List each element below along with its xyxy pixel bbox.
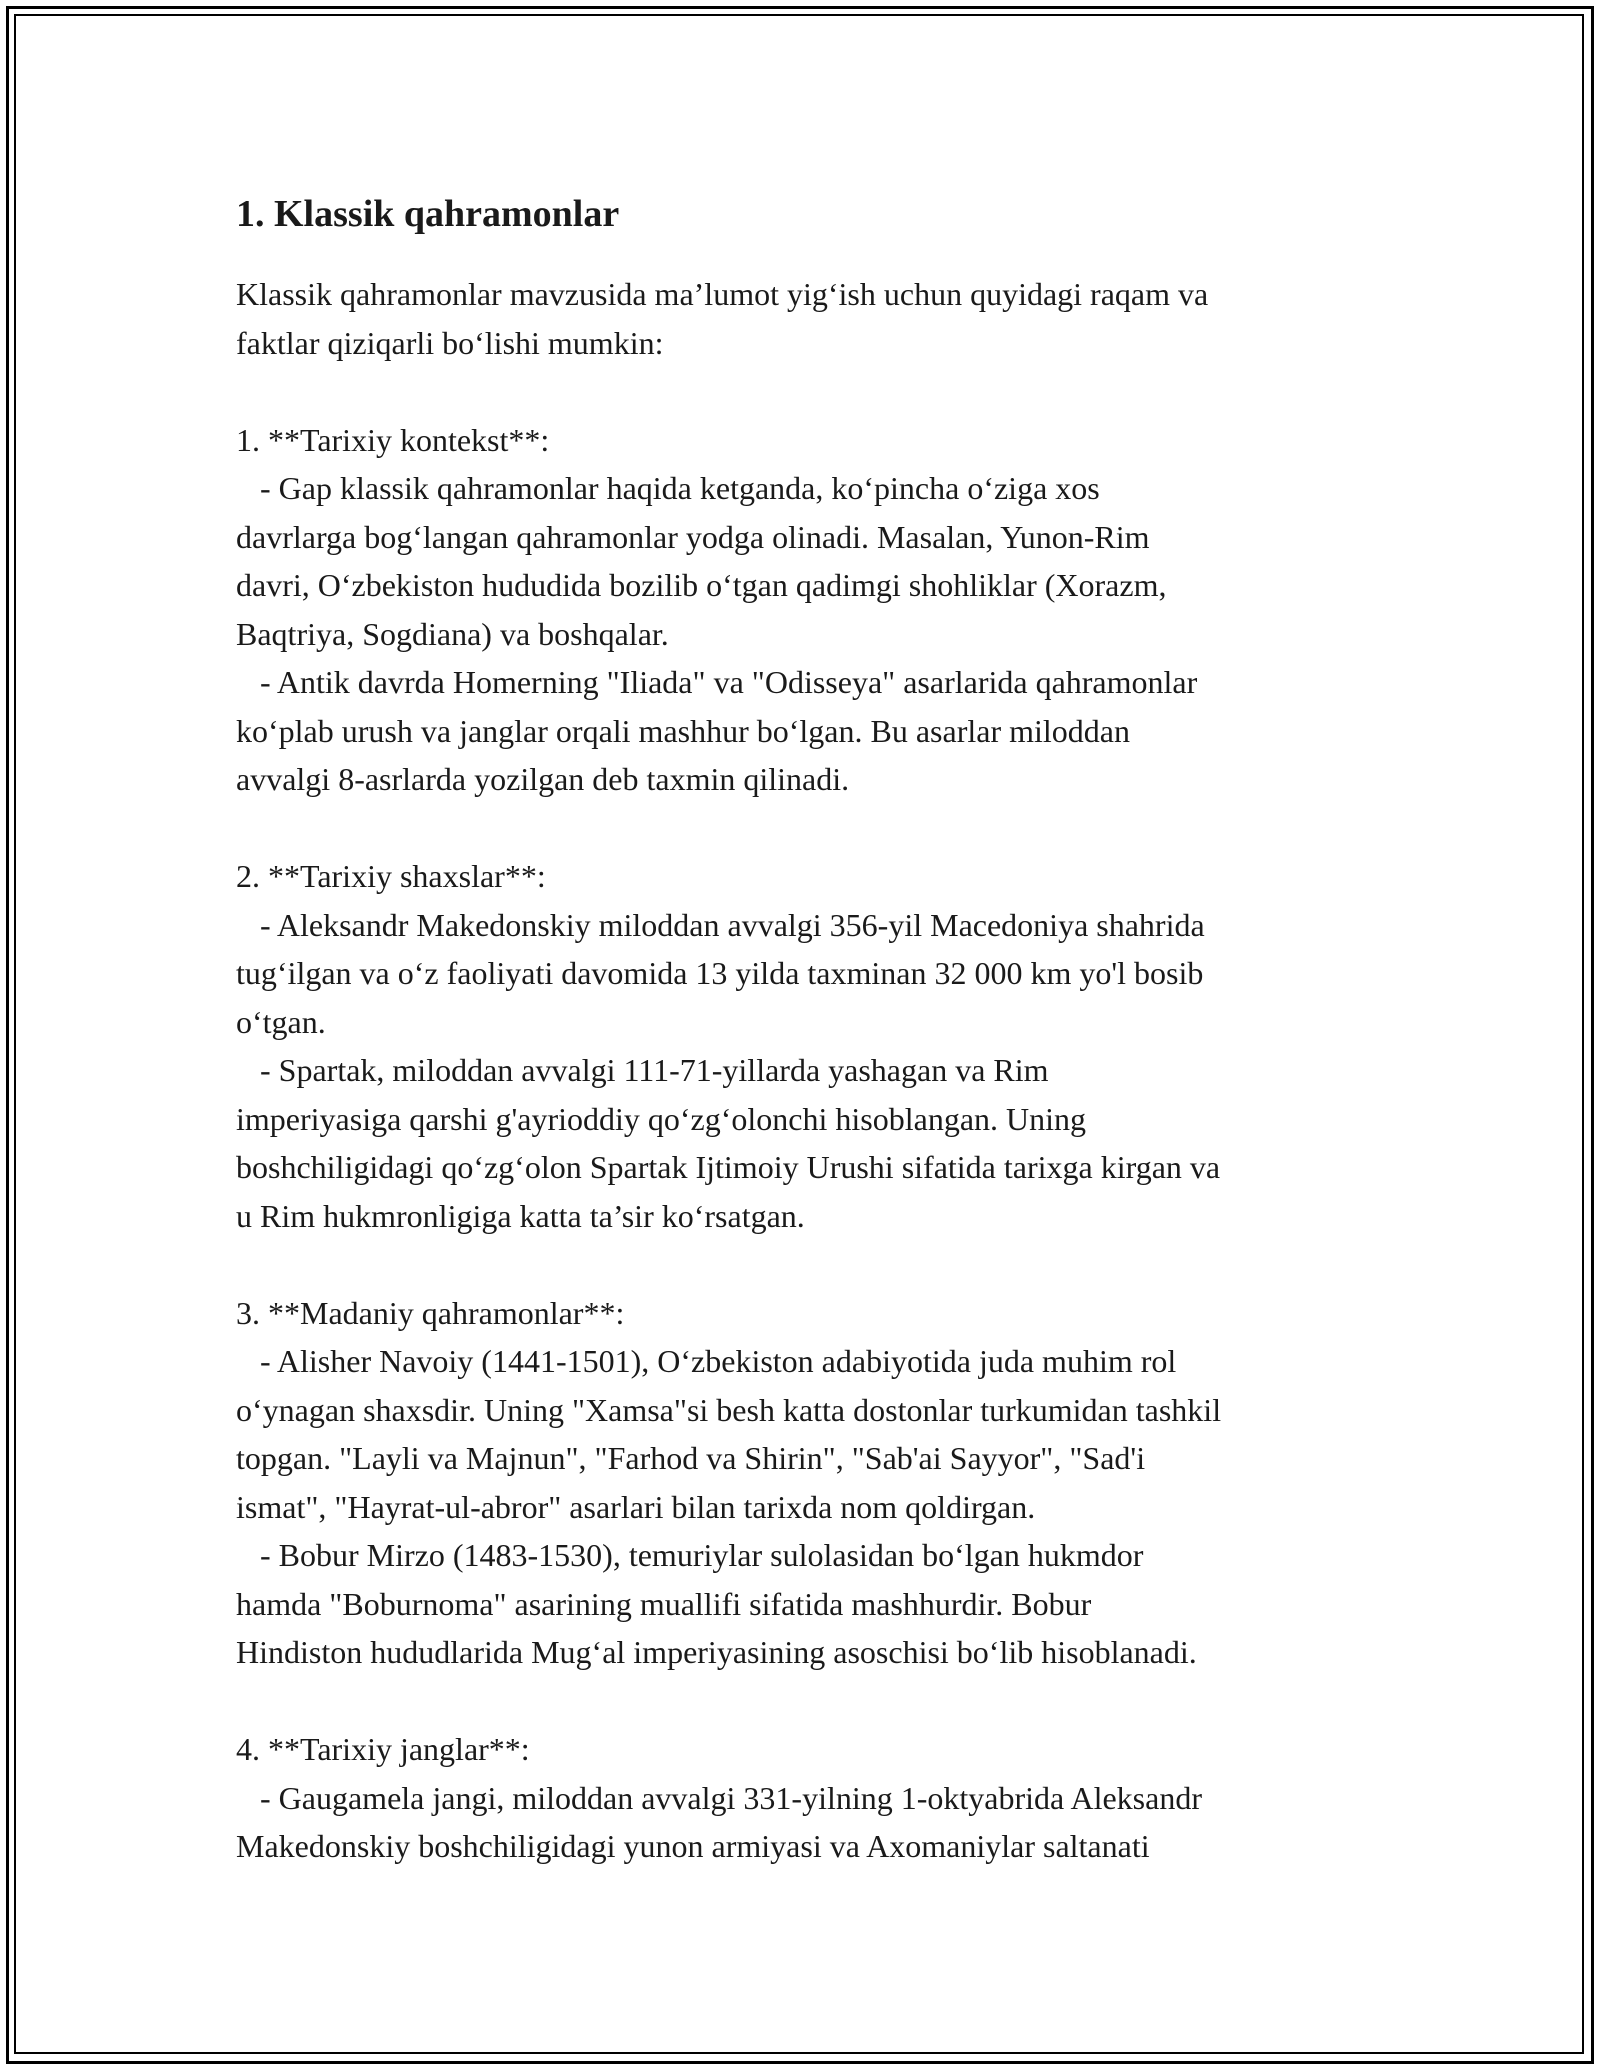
section-heading: 4. **Tarixiy janglar**: <box>236 1731 530 1767</box>
section-historical-context <box>236 416 1386 804</box>
intro-paragraph: Klassik qahramonlar mavzusida ma’lumot yig‘ish uchun quyidagi raqam va faktlar qiziqarli bo‘lishi mumkin: <box>236 276 1209 361</box>
paragraph-spacer <box>236 804 1386 853</box>
section-item: - Bobur Mirzo (1483-1530), temuriylar sulolasidan bo‘lgan hukmdor hamda "Boburnoma" asarining muallifi sifatida mashhurdir. Bobur Hindiston hududlarida Mug‘al imperiyasining asoschisi bo‘lib hisoblanadi. <box>236 1537 1197 1670</box>
section-heading: 1. **Tarixiy kontekst**: <box>236 421 550 458</box>
section-heading: 2. **Tarixiy shaxslar**: <box>236 858 546 894</box>
section-heading: 3. **Madaniy qahramonlar**: <box>236 1294 625 1331</box>
section-item: - Aleksandr Makedonskiy miloddan avvalgi 356-yil Macedoniya shahrida tug‘ilgan va o‘z faoliyati davomida 13 yilda taxminan 32 000 km yo'l bosib o‘tgan. <box>236 906 1205 1040</box>
section-item: - Alisher Navoiy (1441-1501), O‘zbekiston adabiyotida juda muhim rol o‘ynagan shaxsdir. Uning "Xamsa"si besh katta dostonlar turkumidan tashkil topgan. "Layli va Majnun", "Farhod va Shirin", "Sab'ai Sayyor", "Sad'i ismat", "Hayrat-ul-abror" asarlari bilan tarixda nom qoldirgan. <box>236 1343 1222 1525</box>
document-title: 1. Klassik qahramonlar <box>236 193 620 235</box>
section-item: - Gaugamela jangi, miloddan avvalgi 331-yilning 1-oktyabrida Aleksandr Makedonskiy boshchiligidagi yunon armiyasi va Axomaniylar saltanati <box>236 1779 1202 1864</box>
paragraph-spacer <box>236 1240 1386 1289</box>
section-item: - Antik davrda Homerning "Iliada" va "Odisseya" asarlarida qahramonlar ko‘plab urush va janglar orqali mashhur bo‘lgan. Bu asarlar miloddan avvalgi 8-asrlarda yozilgan deb taxmin qilinadi. <box>236 664 1198 797</box>
section-historical-figures <box>236 852 1386 1240</box>
paragraph-spacer <box>236 367 1386 416</box>
document-body <box>236 186 1386 1871</box>
section-historical-battles <box>236 1725 1386 1871</box>
section-cultural-heroes <box>236 1289 1386 1677</box>
section-item: - Gap klassik qahramonlar haqida ketganda, ko‘pincha o‘ziga xos davrlarga bog‘langan qahramonlar yodga olinadi. Masalan, Yunon-Rim davri, O‘zbekiston hududida bozilib o‘tgan qadimgi shohliklar (Xorazm, Baqtriya, Sogdiana) va boshqalar. <box>236 470 1167 652</box>
paragraph-spacer <box>236 1677 1386 1726</box>
section-item: - Spartak, miloddan avvalgi 111-71-yillarda yashagan va Rim imperiyasiga qarshi g'ayrioddiy qo‘zg‘olonchi hisoblangan. Uning boshchiligidagi qo‘zg‘olon Spartak Ijtimoiy Urushi sifatida tarixga kirgan va u Rim hukmronligiga katta ta’sir ko‘rsatgan. <box>236 1052 1221 1234</box>
